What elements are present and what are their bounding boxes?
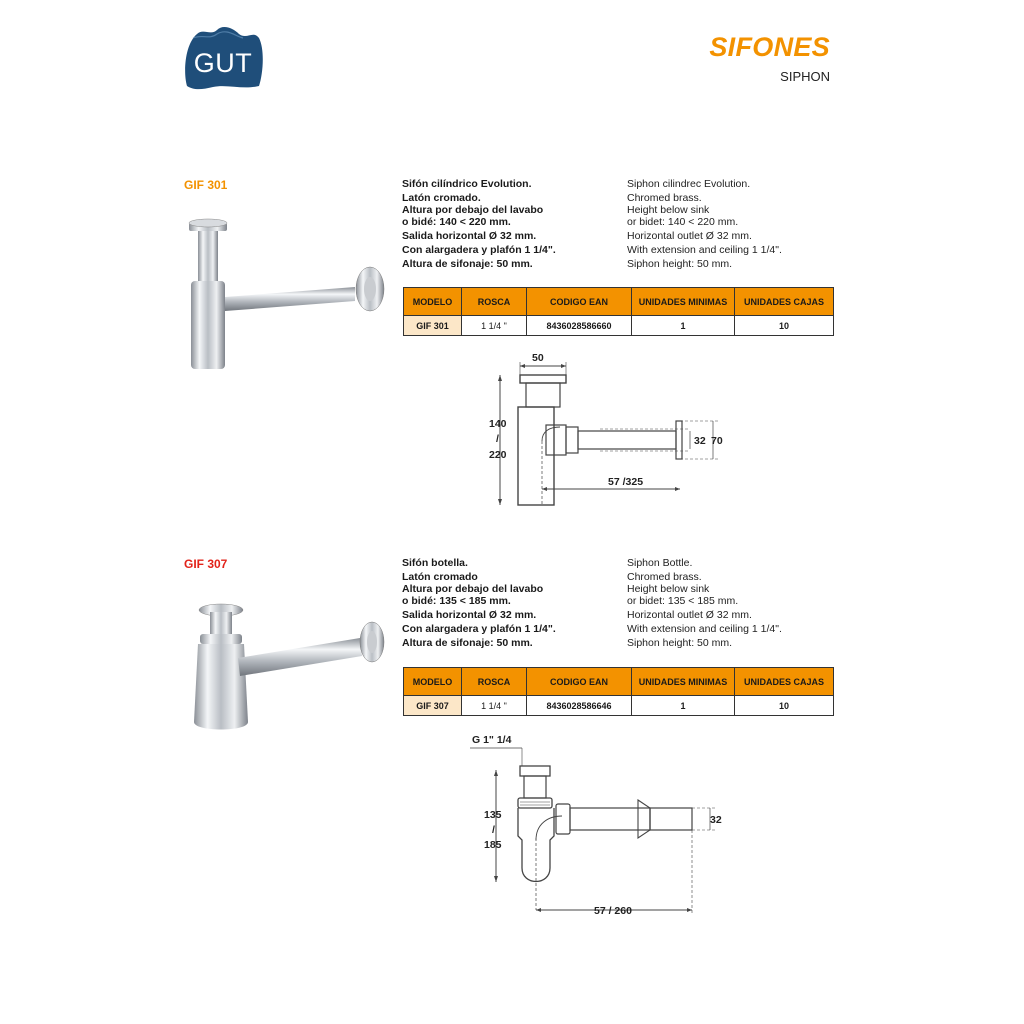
spec-line: Height below sink [627, 583, 710, 595]
brand-logo [183, 24, 263, 90]
page-title: SIFONES [709, 32, 830, 62]
spec-list-es [402, 556, 556, 650]
table-row [404, 696, 834, 716]
dim-height-slash: / [496, 433, 499, 445]
table-cell-min-units: 1 [632, 696, 735, 716]
table-header: CODIGO EAN [527, 288, 632, 316]
spec-line: Height below sink [627, 204, 710, 216]
spec-list-en [627, 177, 782, 271]
table-cell-rosca: 1 1/4 " [462, 696, 527, 716]
product-table [403, 287, 834, 336]
spec-line: Sifón cilíndrico Evolution. [402, 178, 532, 190]
page-subtitle: SIPHON [780, 69, 830, 84]
spec-line: Siphon height: 50 mm. [627, 258, 733, 270]
table-header: ROSCA [462, 288, 527, 316]
table-header: UNIDADES MINIMAS [632, 668, 735, 696]
table-header: MODELO [404, 668, 462, 696]
logo-text: GUT [193, 48, 253, 78]
product-photo-cylindrical-siphon [185, 215, 390, 375]
spec-line: or bidet: 135 < 185 mm. [627, 594, 739, 607]
product-table [403, 667, 834, 716]
table-cell-box-units: 10 [735, 696, 834, 716]
table-cell-model: GIF 301 [404, 316, 462, 336]
dim-length: 57 / 260 [594, 905, 632, 917]
table-header: MODELO [404, 288, 462, 316]
dim-height-top: 135 [484, 809, 502, 821]
table-header: CODIGO EAN [527, 668, 632, 696]
spec-line: Altura de sifonaje: 50 mm. [402, 637, 533, 649]
dim-length: 57 /325 [608, 476, 644, 488]
spec-line: Altura por debajo del lavabo [402, 204, 544, 216]
spec-line: With extension and ceiling 1 1/4". [627, 244, 782, 256]
spec-line: Altura por debajo del lavabo [402, 583, 544, 595]
spec-line: o bidé: 135 < 185 mm. [402, 594, 511, 607]
table-cell-ean: 8436028586660 [527, 316, 632, 336]
technical-drawing-bottle-siphon [470, 728, 730, 920]
dim-height-top: 140 [489, 418, 507, 430]
dim-height-slash: / [492, 824, 495, 836]
spec-line: o bidé: 140 < 220 mm. [402, 215, 511, 228]
dim-outlet: 32 [694, 435, 706, 447]
spec-line: Con alargadera y plafón 1 1/4". [402, 623, 556, 635]
dim-height-bottom: 185 [484, 839, 502, 851]
spec-line: Horizontal outlet Ø 32 mm. [627, 230, 752, 242]
spec-line: Siphon cilindrec Evolution. [627, 178, 751, 190]
spec-line: Salida horizontal Ø 32 mm. [402, 230, 537, 242]
dim-top-width: 50 [532, 352, 544, 364]
table-header-row [404, 288, 834, 316]
table-row [404, 316, 834, 336]
spec-list-en [627, 556, 782, 650]
table-cell-model: GIF 307 [404, 696, 462, 716]
spec-line: With extension and ceiling 1 1/4". [627, 623, 782, 635]
table-cell-ean: 8436028586646 [527, 696, 632, 716]
spec-line: Altura de sifonaje: 50 mm. [402, 258, 533, 270]
spec-line: Chromed brass. [627, 192, 702, 204]
table-header: ROSCA [462, 668, 527, 696]
spec-line: Chromed brass. [627, 571, 702, 583]
spec-line: Sifón botella. [402, 557, 468, 569]
spec-line: Salida horizontal Ø 32 mm. [402, 609, 537, 621]
spec-line: Siphon Bottle. [627, 557, 693, 569]
spec-line: Latón cromado [402, 571, 478, 583]
table-header: UNIDADES MINIMAS [632, 288, 735, 316]
dim-flange: 70 [711, 435, 723, 447]
spec-line: Con alargadera y plafón 1 1/4". [402, 244, 556, 256]
table-header: UNIDADES CAJAS [735, 668, 834, 696]
spec-line: Latón cromado. [402, 192, 481, 204]
spec-line: Siphon height: 50 mm. [627, 637, 733, 649]
table-header: UNIDADES CAJAS [735, 288, 834, 316]
technical-drawing-cylindrical-siphon [480, 345, 730, 510]
dim-outlet: 32 [710, 814, 722, 826]
table-cell-rosca: 1 1/4 " [462, 316, 527, 336]
product-photo-bottle-siphon [190, 600, 390, 740]
spec-line: Horizontal outlet Ø 32 mm. [627, 609, 752, 621]
dim-height-bottom: 220 [489, 449, 507, 461]
table-cell-box-units: 10 [735, 316, 834, 336]
table-header-row [404, 668, 834, 696]
table-cell-min-units: 1 [632, 316, 735, 336]
spec-line: or bidet: 140 < 220 mm. [627, 215, 739, 228]
product-code: GIF 307 [184, 557, 228, 571]
dim-thread: G 1" 1/4 [472, 734, 512, 746]
spec-list-es [402, 177, 556, 271]
product-code: GIF 301 [184, 178, 228, 192]
